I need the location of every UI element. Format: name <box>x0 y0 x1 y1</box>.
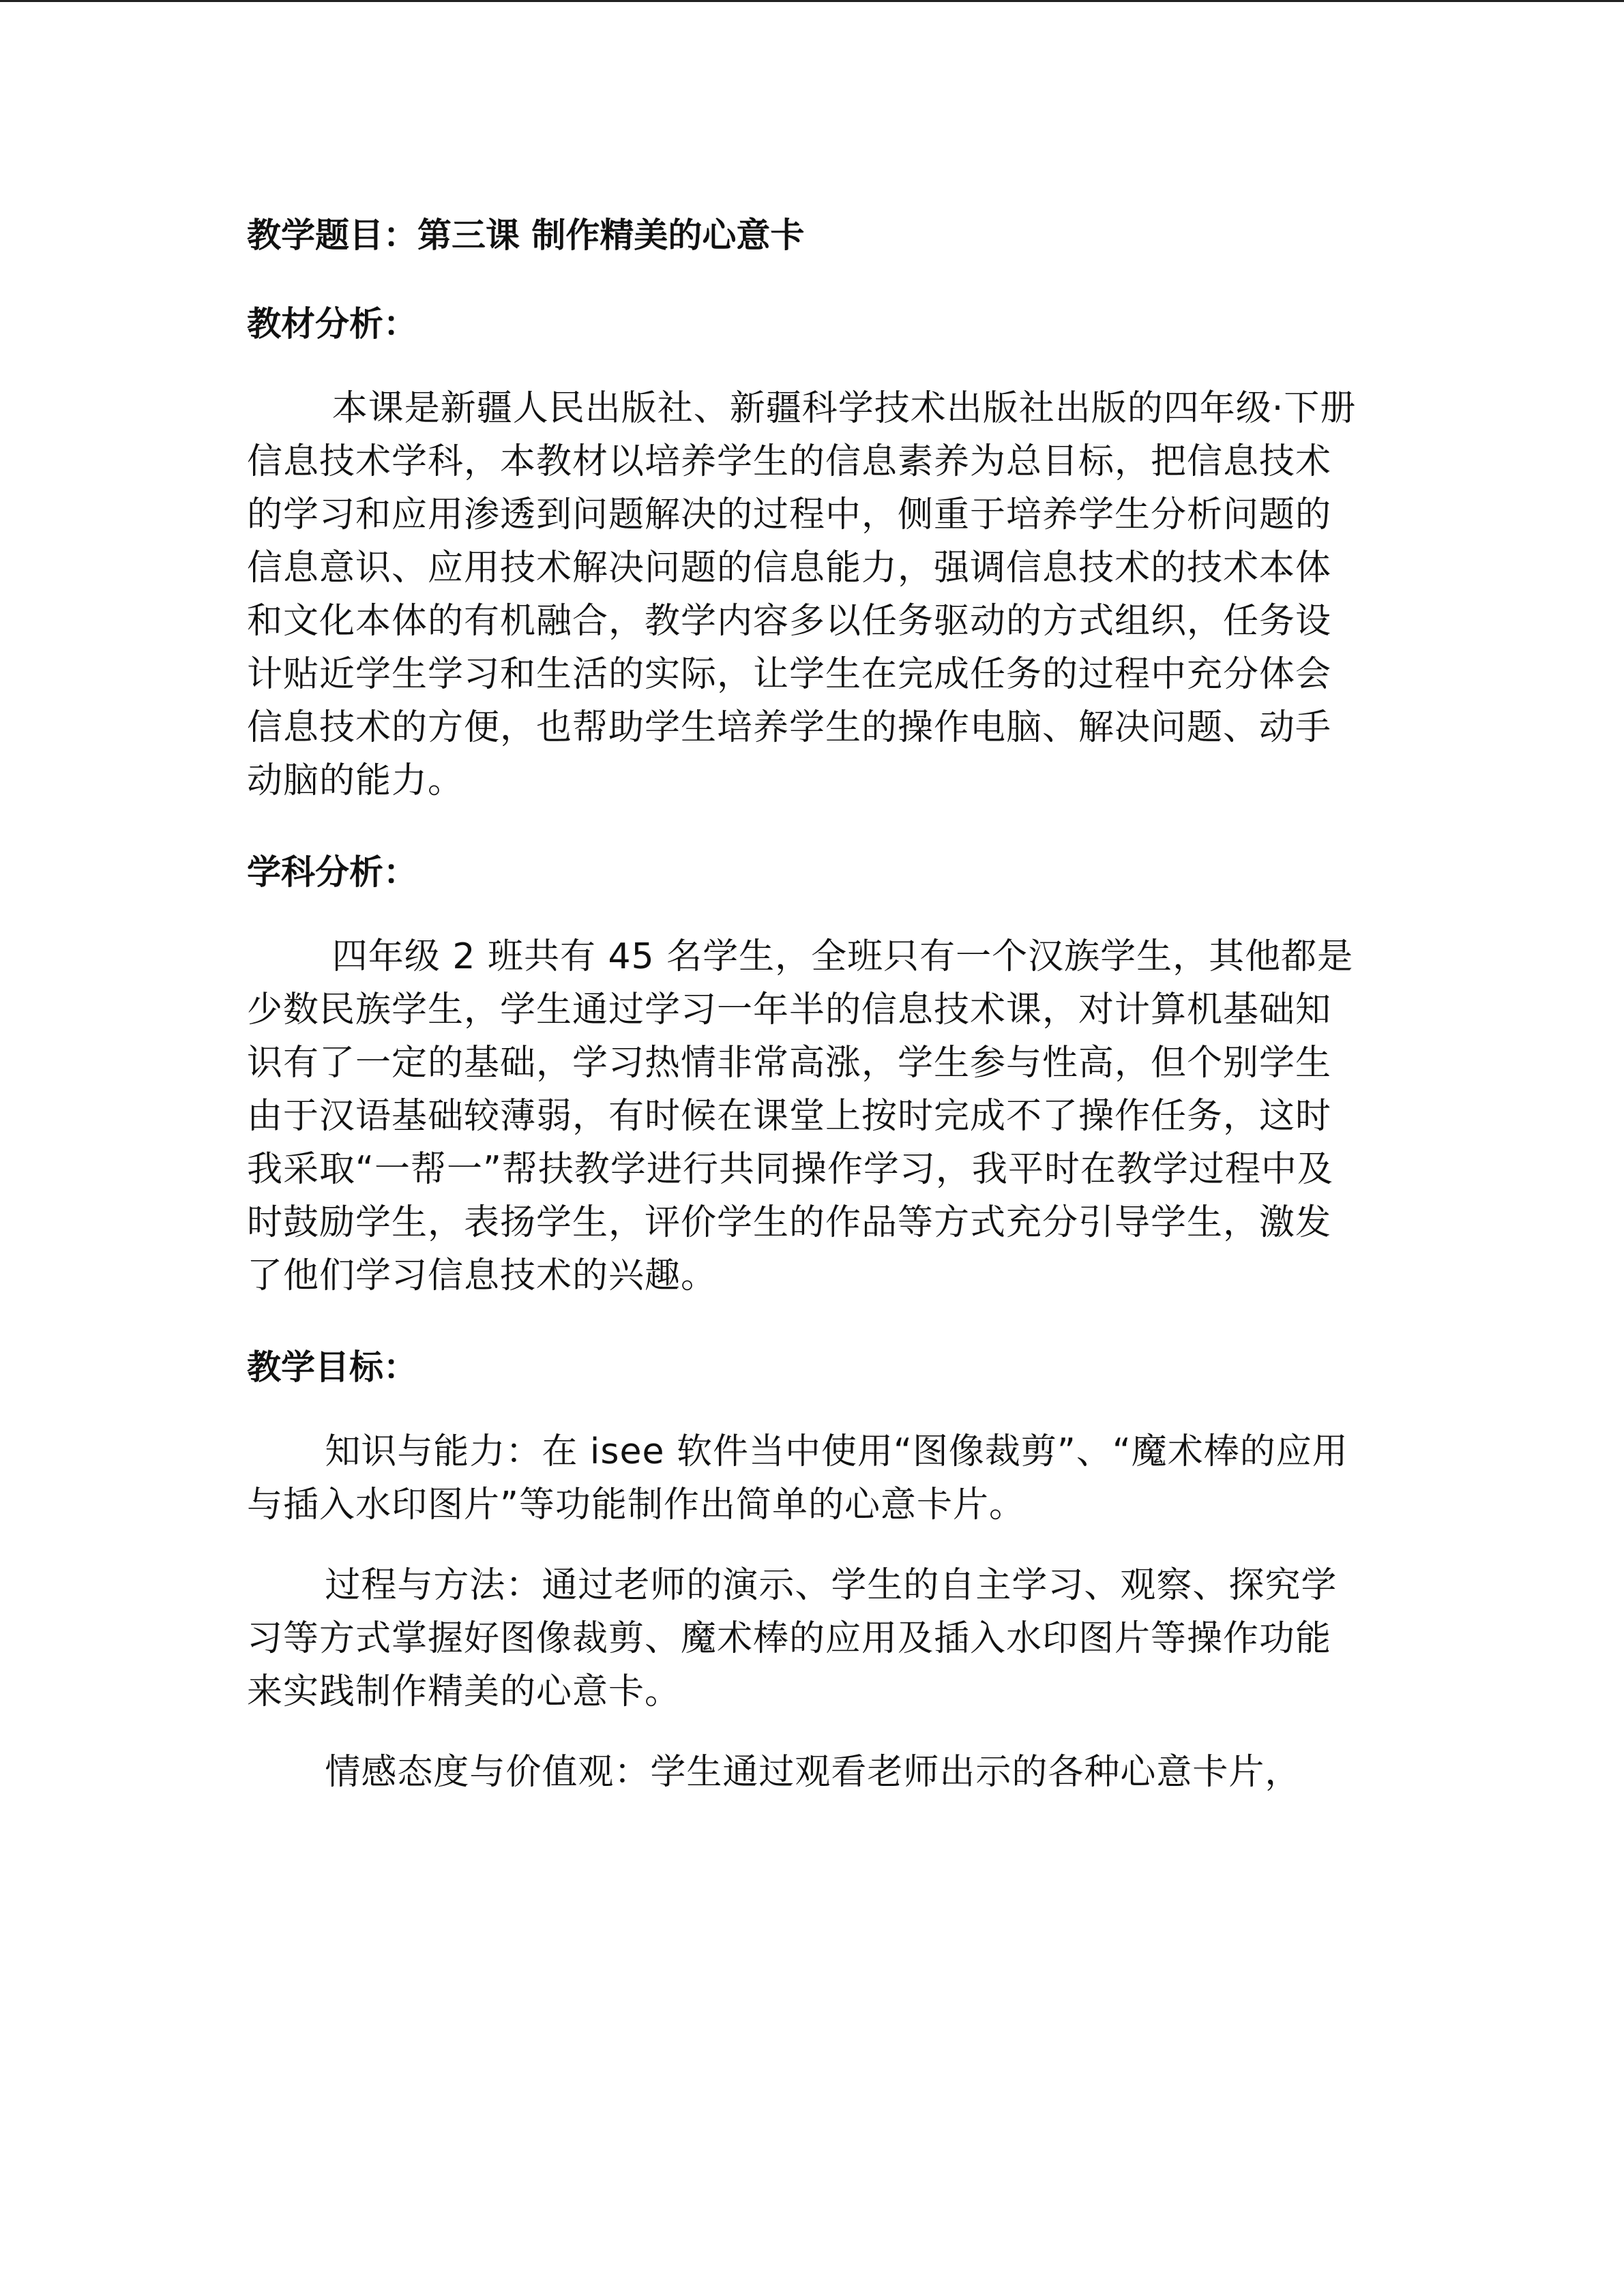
section-teaching-goals <box>247 1330 1365 1799</box>
section-heading-textbook-analysis: 教材分析： <box>247 304 417 344</box>
section-textbook-analysis <box>247 286 1365 807</box>
paragraph-goal-process: 过程与方法：通过老师的演示、学生的自主学习、观察、探究学习等方式掌握好图像裁剪、魔术棒的应用及插入水印图片等操作功能来实践制作精美的心意卡。 <box>247 1565 1338 1712</box>
document-page <box>247 198 1365 1826</box>
paragraph-textbook-analysis: 本课是新疆人民出版社、新疆科学技术出版社出版的四年级·下册信息技术学科，本教材以培养学生的信息素养为总目标，把信息技术的学习和应用渗透到问题解决的过程中，侧重于培养学生分析问题的信息意识、应用技术解决问题的信息能力，强调信息技术的技术本体和文化本体的有机融合，教学内容多以任务驱动的方式组织，任务设计贴近学生学习和生活的实际，让学生在完成任务的过程中充分体会信息技术的方便，也帮助学生培养学生的操作电脑、解决问题、动手动脑的能力。 <box>247 388 1357 801</box>
paragraph-subject-analysis: 四年级 2 班共有 45 名学生，全班只有一个汉族学生，其他都是少数民族学生，学生通过学习一年半的信息技术课，对计算机基础知识有了一定的基础，学习热情非常高涨，学生参与性高，但个别学生由于汉语基础较薄弱，有时候在课堂上按时完成不了操作任务，这时我采取“一帮一”帮扶教学进行共同操作学习，我平时在教学过程中及时鼓励学生，表扬学生，评价学生的作品等方式充分引导学生，激发了他们学习信息技术的兴趣。 <box>247 936 1354 1296</box>
paragraph-goal-emotion: 情感态度与价值观：学生通过观看老师出示的各种心意卡片， <box>325 1752 1301 1793</box>
document-title: 教学题目：第三课 制作精美的心意卡 <box>247 215 805 255</box>
paragraph-goal-knowledge: 知识与能力：在 isee 软件当中使用“图像裁剪”、“魔术棒的应用与插入水印图片”等功能制作出简单的心意卡片。 <box>247 1431 1348 1525</box>
section-subject-analysis <box>247 835 1365 1302</box>
top-border-line <box>0 0 1624 2</box>
section-heading-subject-analysis: 学科分析： <box>247 852 417 892</box>
section-heading-teaching-goals: 教学目标： <box>247 1347 417 1387</box>
